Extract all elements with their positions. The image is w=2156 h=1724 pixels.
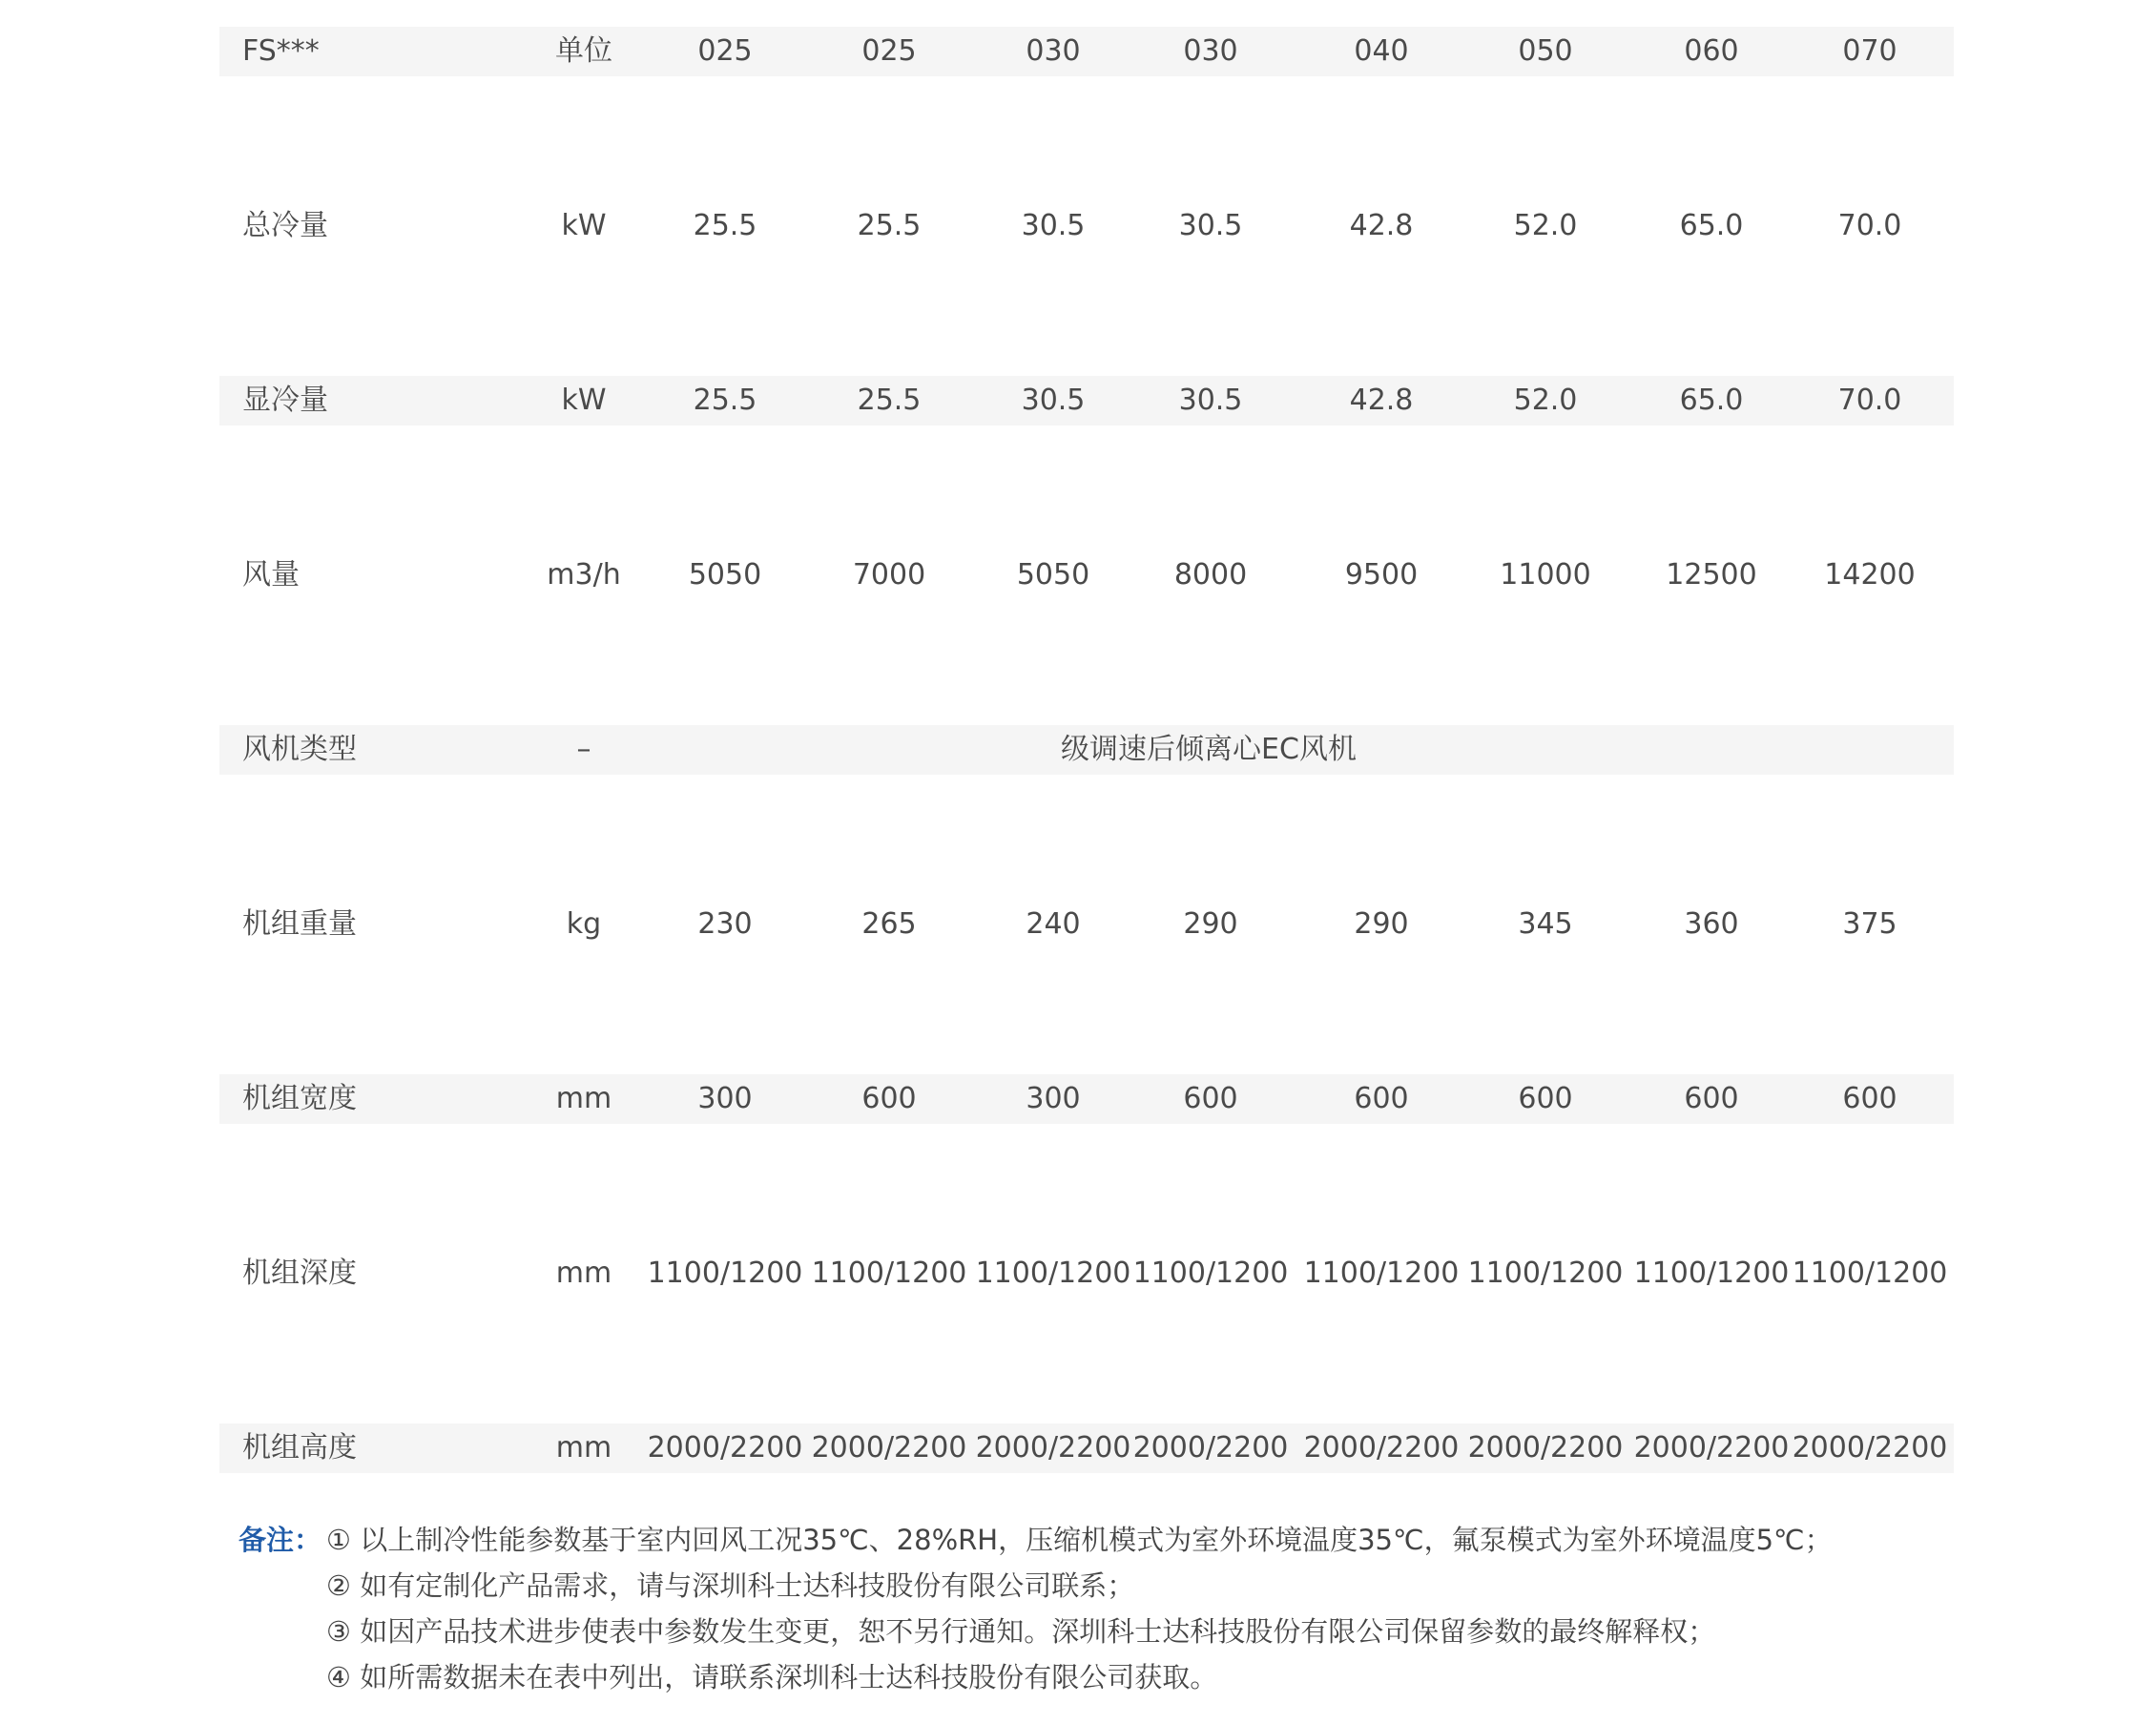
row-label: FS***: [242, 34, 320, 68]
row-unit: m3/h: [547, 558, 621, 592]
table-cell: 1100/1200: [1303, 1257, 1460, 1290]
table-cell: 8000: [1173, 558, 1248, 592]
table-cell: 1100/1200: [1792, 1257, 1948, 1290]
table-cell: 2000/2200: [1633, 1431, 1790, 1464]
note-line-4: ④ 如所需数据未在表中列出，请联系深圳科士达科技股份有限公司获取。: [326, 1661, 1218, 1693]
table-cell: 65.0: [1679, 209, 1744, 242]
table-cell: 7000: [852, 558, 926, 592]
table-cell: 70.0: [1837, 384, 1902, 417]
table-cell: 2000/2200: [1467, 1431, 1624, 1464]
table-cell: 2000/2200: [1792, 1431, 1948, 1464]
table-cell: 345: [1518, 907, 1573, 941]
table-cell: 050: [1518, 34, 1573, 68]
table-cell: 300: [697, 1082, 753, 1115]
note-line-3: ③ 如因产品技术进步使表中参数发生变更，恕不另行通知。深圳科士达科技股份有限公司保留参数的最终解释权；: [326, 1615, 1716, 1648]
table-cell: 600: [861, 1082, 917, 1115]
table-cell: 030: [1026, 34, 1081, 68]
table-cell: 25.5: [693, 209, 757, 242]
row-label: 显冷量: [242, 384, 328, 417]
table-row: [219, 27, 1954, 76]
table-cell: 2000/2200: [811, 1431, 967, 1464]
table-cell: 1100/1200: [647, 1257, 803, 1290]
note-line-2: ② 如有定制化产品需求，请与深圳科士达科技股份有限公司联系；: [326, 1569, 1135, 1602]
table-cell: 290: [1183, 907, 1238, 941]
table-cell: 2000/2200: [1132, 1431, 1289, 1464]
table-cell: 2000/2200: [975, 1431, 1131, 1464]
table-cell: 5050: [688, 558, 762, 592]
row-unit: 单位: [555, 34, 612, 68]
merged-cell: 级调速后倾离心EC风机: [1061, 733, 1357, 766]
table-cell: 30.5: [1178, 209, 1243, 242]
table-cell: 070: [1842, 34, 1897, 68]
table-cell: 600: [1842, 1082, 1897, 1115]
table-row: [219, 376, 1954, 426]
table-cell: 9500: [1344, 558, 1419, 592]
table-row: [219, 1423, 1954, 1473]
table-cell: 040: [1354, 34, 1409, 68]
table-cell: 65.0: [1679, 384, 1744, 417]
row-unit: mm: [555, 1082, 612, 1115]
table-cell: 11000: [1500, 558, 1591, 592]
row-label: 机组高度: [242, 1431, 357, 1464]
table-cell: 060: [1684, 34, 1739, 68]
table-cell: 52.0: [1513, 209, 1578, 242]
table-cell: 600: [1354, 1082, 1409, 1115]
table-cell: 300: [1026, 1082, 1081, 1115]
table-cell: 265: [861, 907, 917, 941]
notes-title: 备注：: [238, 1524, 322, 1556]
table-row: [219, 900, 1954, 949]
table-cell: 600: [1518, 1082, 1573, 1115]
table-cell: 025: [861, 34, 917, 68]
table-cell: 2000/2200: [647, 1431, 803, 1464]
row-label: 风量: [242, 558, 300, 592]
table-cell: 1100/1200: [811, 1257, 967, 1290]
row-label: 总冷量: [242, 209, 328, 242]
table-cell: 030: [1183, 34, 1238, 68]
table-row: [219, 725, 1954, 775]
table-cell: 30.5: [1021, 384, 1086, 417]
table-cell: 1100/1200: [1633, 1257, 1790, 1290]
row-label: 机组重量: [242, 907, 357, 941]
table-cell: 375: [1842, 907, 1897, 941]
table-cell: 240: [1026, 907, 1081, 941]
table-cell: 14200: [1824, 558, 1916, 592]
note-line-1: ① 以上制冷性能参数基于室内回风工况35℃、28%RH，压缩机模式为室外环境温度35℃，氟泵模式为室外环境温度5℃；: [326, 1524, 1833, 1556]
table-cell: 42.8: [1349, 209, 1414, 242]
table-cell: 12500: [1666, 558, 1757, 592]
table-row: [219, 1074, 1954, 1124]
table-cell: 230: [697, 907, 753, 941]
table-cell: 2000/2200: [1303, 1431, 1460, 1464]
table-cell: 1100/1200: [1467, 1257, 1624, 1290]
table-cell: 70.0: [1837, 209, 1902, 242]
table-cell: 25.5: [693, 384, 757, 417]
table-cell: 5050: [1016, 558, 1090, 592]
table-cell: 025: [697, 34, 753, 68]
table-cell: 1100/1200: [1132, 1257, 1289, 1290]
row-label: 机组深度: [242, 1257, 357, 1290]
row-label: 机组宽度: [242, 1082, 357, 1115]
table-row: [219, 1249, 1954, 1298]
table-cell: 25.5: [857, 209, 922, 242]
row-unit: kW: [561, 209, 607, 242]
table-row: [219, 550, 1954, 600]
table-cell: 30.5: [1178, 384, 1243, 417]
table-cell: 600: [1684, 1082, 1739, 1115]
table-cell: 1100/1200: [975, 1257, 1131, 1290]
row-unit: –: [576, 733, 591, 766]
row-label: 风机类型: [242, 733, 357, 766]
table-row: [219, 201, 1954, 251]
table-cell: 600: [1183, 1082, 1238, 1115]
row-unit: mm: [555, 1431, 612, 1464]
table-cell: 52.0: [1513, 384, 1578, 417]
row-unit: kW: [561, 384, 607, 417]
table-cell: 42.8: [1349, 384, 1414, 417]
table-cell: 360: [1684, 907, 1739, 941]
row-unit: mm: [555, 1257, 612, 1290]
table-cell: 290: [1354, 907, 1409, 941]
table-cell: 30.5: [1021, 209, 1086, 242]
row-unit: kg: [566, 907, 602, 941]
table-cell: 25.5: [857, 384, 922, 417]
